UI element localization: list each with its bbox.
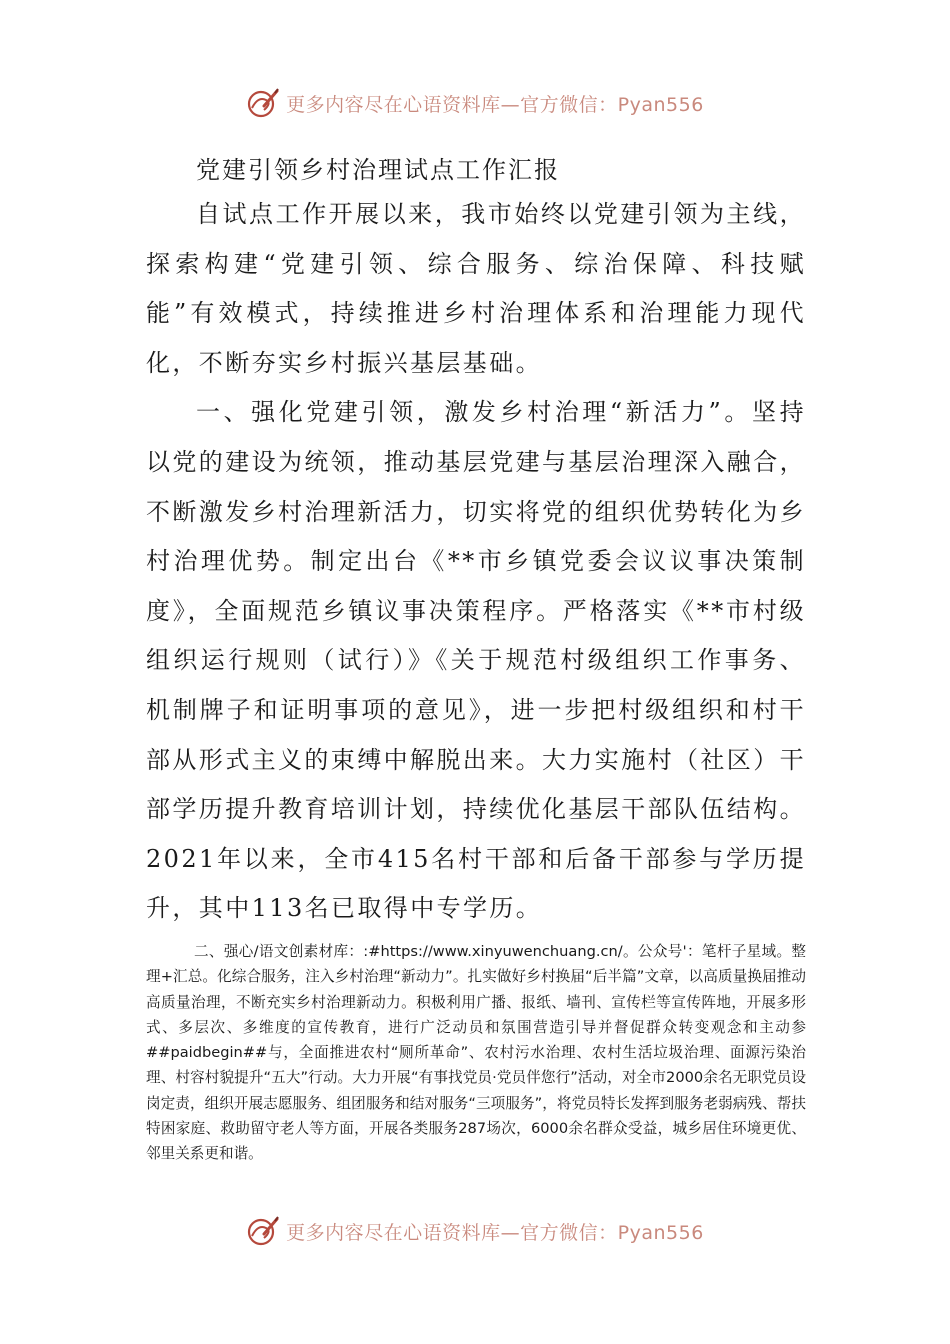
paragraph-section-2: 二、强心/语文创素材库：:#https://www.xinyuwenchuang.cn/。公众号'：笔杆子星域。整理+汇总。化综合服务，注入乡村治理“新动力”。扎实做好乡村换届“后半篇”文章，以高质量换届推动高质量治理，不断充实乡村治理新动力。积极利用广播、报纸、墙刊、宣传栏等宣传阵地，开展多形式、多层次、多维度的宣传教育，进行广泛动员和氛围营造引导并督促群众转变观念和主动参##paidbegin##与，全面推进农村“厕所革命”、农村污水治理、农村生活垃圾治理、面源污染治理、村容村貌提升“五大”行动。大力开展“有事找党员·党员伴您行”活动，对全市2000余名无职党员设岗定责，组织开展志愿服务、组团服务和结对服务“三项服务”，将党员特长发挥到服务老弱病残、帮扶特困家庭、救助留守老人等方面，开展各类服务287场次，6000余名群众受益，城乡居住环境更优、邻里关系更和谐。: [146, 943, 806, 1163]
pen-signature-icon: [246, 86, 280, 120]
watermark-text: 更多内容尽在心语资料库—官方微信：Pyan556: [286, 1221, 704, 1244]
paragraph-intro: 自试点工作开展以来，我市始终以党建引领为主线，探索构建“党建引领、综合服务、综治保障、科技赋能”有效模式，持续推进乡村治理体系和治理能力现代化，不断夯实乡村振兴基层基础。: [146, 200, 806, 377]
document-title: 党建引领乡村治理试点工作汇报: [196, 156, 560, 184]
pen-signature-icon: [246, 1214, 280, 1248]
watermark-header: [0, 83, 950, 123]
paragraph-section-1: 一、强化党建引领，激发乡村治理“新活力”。坚持以党的建设为统领，推动基层党建与基层治理深入融合，不断激发乡村治理新活力，切实将党的组织优势转化为乡村治理优势。制定出台《**市乡镇党委会议议事决策制度》，全面规范乡镇议事决策程序。严格落实《**市村级组织运行规则（试行）》《关于规范村级组织工作事务、机制牌子和证明事项的意见》，进一步把村级组织和村干部从形式主义的束缚中解脱出来。大力实施村（社区）干部学历提升教育培训计划，持续优化基层干部队伍结构。2021年以来，全市415名村干部和后备干部参与学历提升，其中113名已取得中专学历。: [146, 398, 806, 923]
watermark-text: 更多内容尽在心语资料库—官方微信：Pyan556: [286, 93, 704, 116]
watermark-footer: [0, 1211, 950, 1251]
document-body: [146, 150, 806, 934]
